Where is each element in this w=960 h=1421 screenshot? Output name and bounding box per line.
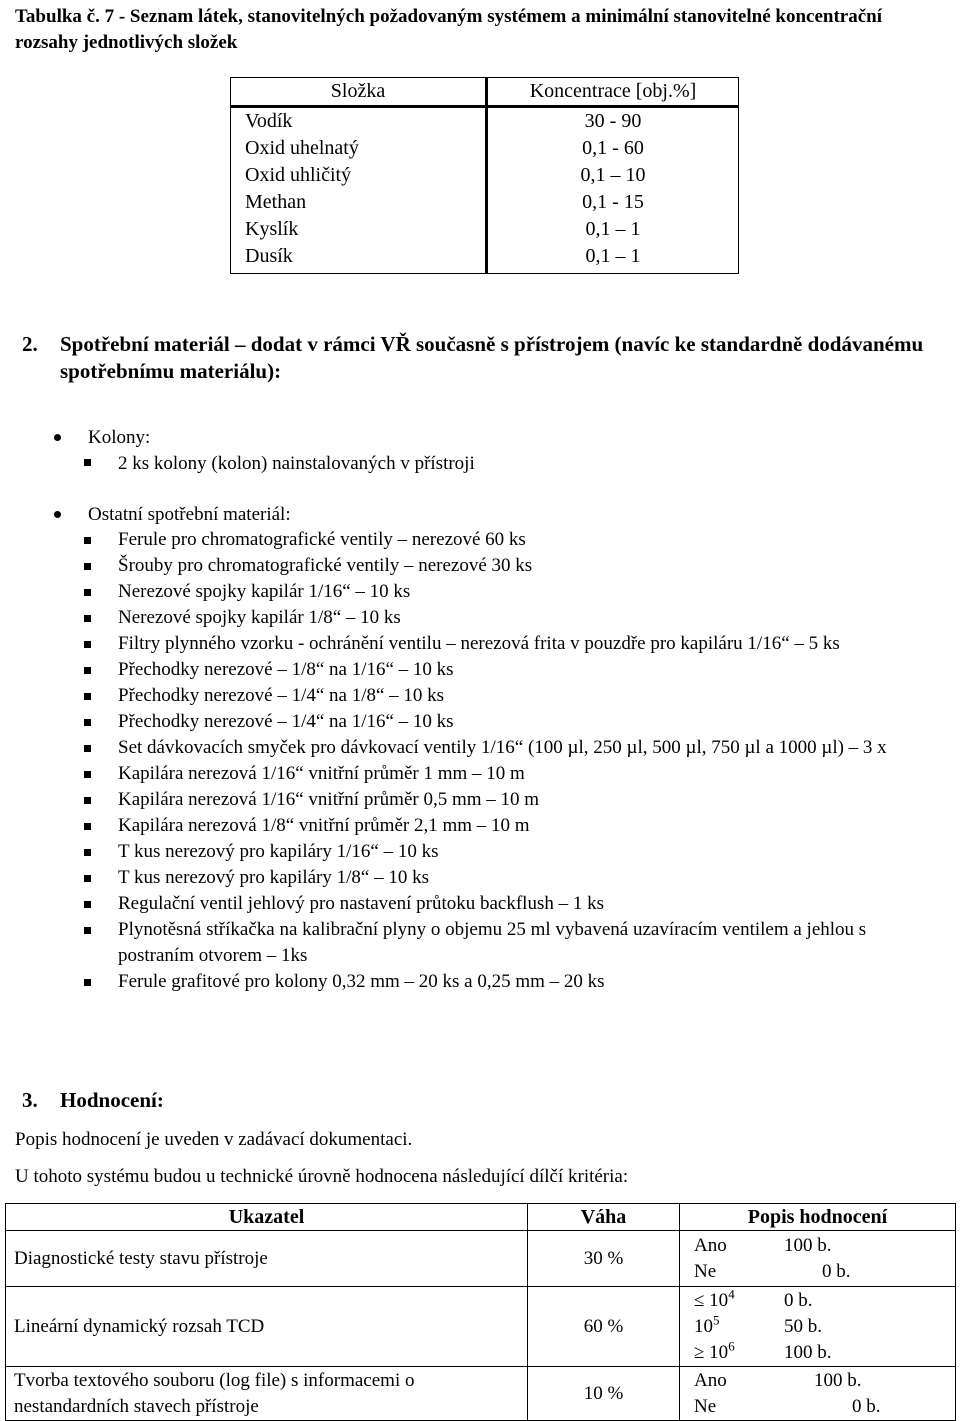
criterion-weight: 30 %	[528, 1231, 680, 1287]
criterion-name: Tvorba textového souboru (log file) s informacemi o nestandardních stavech přístroje	[6, 1367, 528, 1421]
header-concentration: Koncentrace [obj.%]	[487, 78, 739, 107]
bullet-dot-icon	[54, 511, 61, 518]
list-item: Ferule grafitové pro kolony 0,32 mm – 20 ks a 0,25 mm – 20 ks	[84, 969, 934, 995]
list-item: Filtry plynného vzorku - ochránění ventilu – nerezová frita v pouzdře pro kapiláru 1/16“ – 5 ks	[84, 631, 934, 657]
list-item: T kus nerezový pro kapiláry 1/8“ – 10 ks	[84, 865, 934, 891]
component-name: Oxid uhelnatý	[231, 135, 487, 162]
table-row	[6, 1287, 956, 1367]
components-header-row	[231, 78, 739, 107]
header-component: Složka	[231, 78, 487, 107]
list-item: Kapilára nerezová 1/8“ vnitřní průměr 2,1 mm – 10 m	[84, 813, 934, 839]
table-row	[6, 1231, 956, 1287]
component-name: Kyslík	[231, 216, 487, 243]
score-condition: Ano	[694, 1234, 727, 1256]
criterion-scoring	[680, 1231, 956, 1287]
component-name: Methan	[231, 189, 487, 216]
score-points: 100 b.	[784, 1234, 832, 1256]
score-condition: Ne	[694, 1260, 717, 1282]
table-row	[231, 107, 739, 136]
evaluation-paragraph-2: U tohoto systému budou u technické úrovně hodnocena následující dílčí kritéria:	[15, 1166, 629, 1187]
columns-label: Kolony:	[88, 427, 151, 448]
score-points: 0 b.	[784, 1289, 813, 1311]
list-item: Regulační ventil jehlový pro nastavení průtoku backflush – 1 ks	[84, 891, 934, 917]
list-item: Přechodky nerezové – 1/4“ na 1/16“ – 10 ks	[84, 709, 934, 735]
criterion-weight: 60 %	[528, 1287, 680, 1367]
list-item: Přechodky nerezové – 1/8“ na 1/16“ – 10 ks	[84, 657, 934, 683]
criterion-name: Lineární dynamický rozsah TCD	[6, 1287, 528, 1367]
list-item: Kapilára nerezová 1/16“ vnitřní průměr 0,5 mm – 10 m	[84, 787, 934, 813]
score-points: 50 b.	[784, 1315, 822, 1337]
score-points: 0 b.	[822, 1260, 851, 1282]
evaluation-paragraph-1: Popis hodnocení je uveden v zadávací dokumentaci.	[15, 1129, 413, 1150]
component-name: Dusík	[231, 243, 487, 274]
evaluation-table	[5, 1203, 956, 1421]
list-item: Přechodky nerezové – 1/4“ na 1/8“ – 10 ks	[84, 683, 934, 709]
list-item: Nerezové spojky kapilár 1/16“ – 10 ks	[84, 579, 934, 605]
component-name: Vodík	[231, 107, 487, 136]
table-row	[231, 189, 739, 216]
list-item: Nerezové spojky kapilár 1/8“ – 10 ks	[84, 605, 934, 631]
table-row	[231, 162, 739, 189]
score-points: 100 b.	[814, 1369, 862, 1391]
list-item: T kus nerezový pro kapiláry 1/16“ – 10 ks	[84, 839, 934, 865]
table-row	[231, 135, 739, 162]
bullet-dot-icon	[54, 434, 61, 441]
component-range: 0,1 – 10	[487, 162, 739, 189]
materials-list	[84, 527, 934, 995]
table-row	[231, 216, 739, 243]
table-caption: Tabulka č. 7 - Seznam látek, stanovitelných požadovaným systémem a minimální stanovitelné koncentrační rozsahy jednotlivých složek	[15, 6, 882, 53]
component-range: 0,1 – 1	[487, 216, 739, 243]
score-condition: Ano	[694, 1369, 727, 1391]
table-row	[6, 1367, 956, 1421]
bullet-square-icon	[84, 459, 91, 466]
header-scoring: Popis hodnocení	[680, 1204, 956, 1231]
list-item: Plynotěsná stříkačka na kalibrační plyny o objemu 25 ml vybavená uzavíracím ventilem a jehlou s postraním otvorem – 1ks	[84, 917, 934, 969]
score-points: 100 b.	[784, 1341, 832, 1363]
component-range: 0,1 - 60	[487, 135, 739, 162]
section3-heading: Hodnocení:	[60, 1088, 164, 1112]
component-name: Oxid uhličitý	[231, 162, 487, 189]
list-item: Ferule pro chromatografické ventily – nerezové 60 ks	[84, 527, 934, 553]
component-range: 30 - 90	[487, 107, 739, 136]
criterion-weight: 10 %	[528, 1367, 680, 1421]
criterion-scoring	[680, 1287, 956, 1367]
score-condition: ≤ $10^4$	[694, 1286, 735, 1311]
criterion-scoring	[680, 1367, 956, 1421]
components-table	[230, 77, 739, 274]
list-item: Set dávkovacích smyček pro dávkovací ventily 1/16“ (100 µl, 250 µl, 500 µl, 750 µl a 1000 µl) – 3 x	[84, 735, 934, 761]
table-row	[231, 243, 739, 274]
columns-item: 2 ks kolony (kolon) nainstalovaných v přístroji	[118, 453, 475, 474]
other-materials-label: Ostatní spotřební materiál:	[88, 504, 291, 525]
criterion-name: Diagnostické testy stavu přístroje	[6, 1231, 528, 1287]
score-condition: Ne	[694, 1395, 717, 1417]
header-weight: Váha	[528, 1204, 680, 1231]
score-condition: ≥ $10^6$	[694, 1338, 735, 1363]
list-item: Kapilára nerezová 1/16“ vnitřní průměr 1 mm – 10 m	[84, 761, 934, 787]
component-range: 0,1 - 15	[487, 189, 739, 216]
section3-number: 3.	[22, 1088, 38, 1112]
score-points: 0 b.	[852, 1395, 881, 1417]
score-condition: $10^5$	[694, 1312, 720, 1337]
list-item: Šrouby pro chromatografické ventily – nerezové 30 ks	[84, 553, 934, 579]
component-range: 0,1 – 1	[487, 243, 739, 274]
section2-number: 2.	[22, 332, 38, 356]
section2-heading: Spotřební materiál – dodat v rámci VŘ současně s přístrojem (navíc ke standardně dodávanému spotřebnímu materiálu):	[60, 332, 924, 383]
header-indicator: Ukazatel	[6, 1204, 528, 1231]
eval-header-row	[6, 1204, 956, 1231]
